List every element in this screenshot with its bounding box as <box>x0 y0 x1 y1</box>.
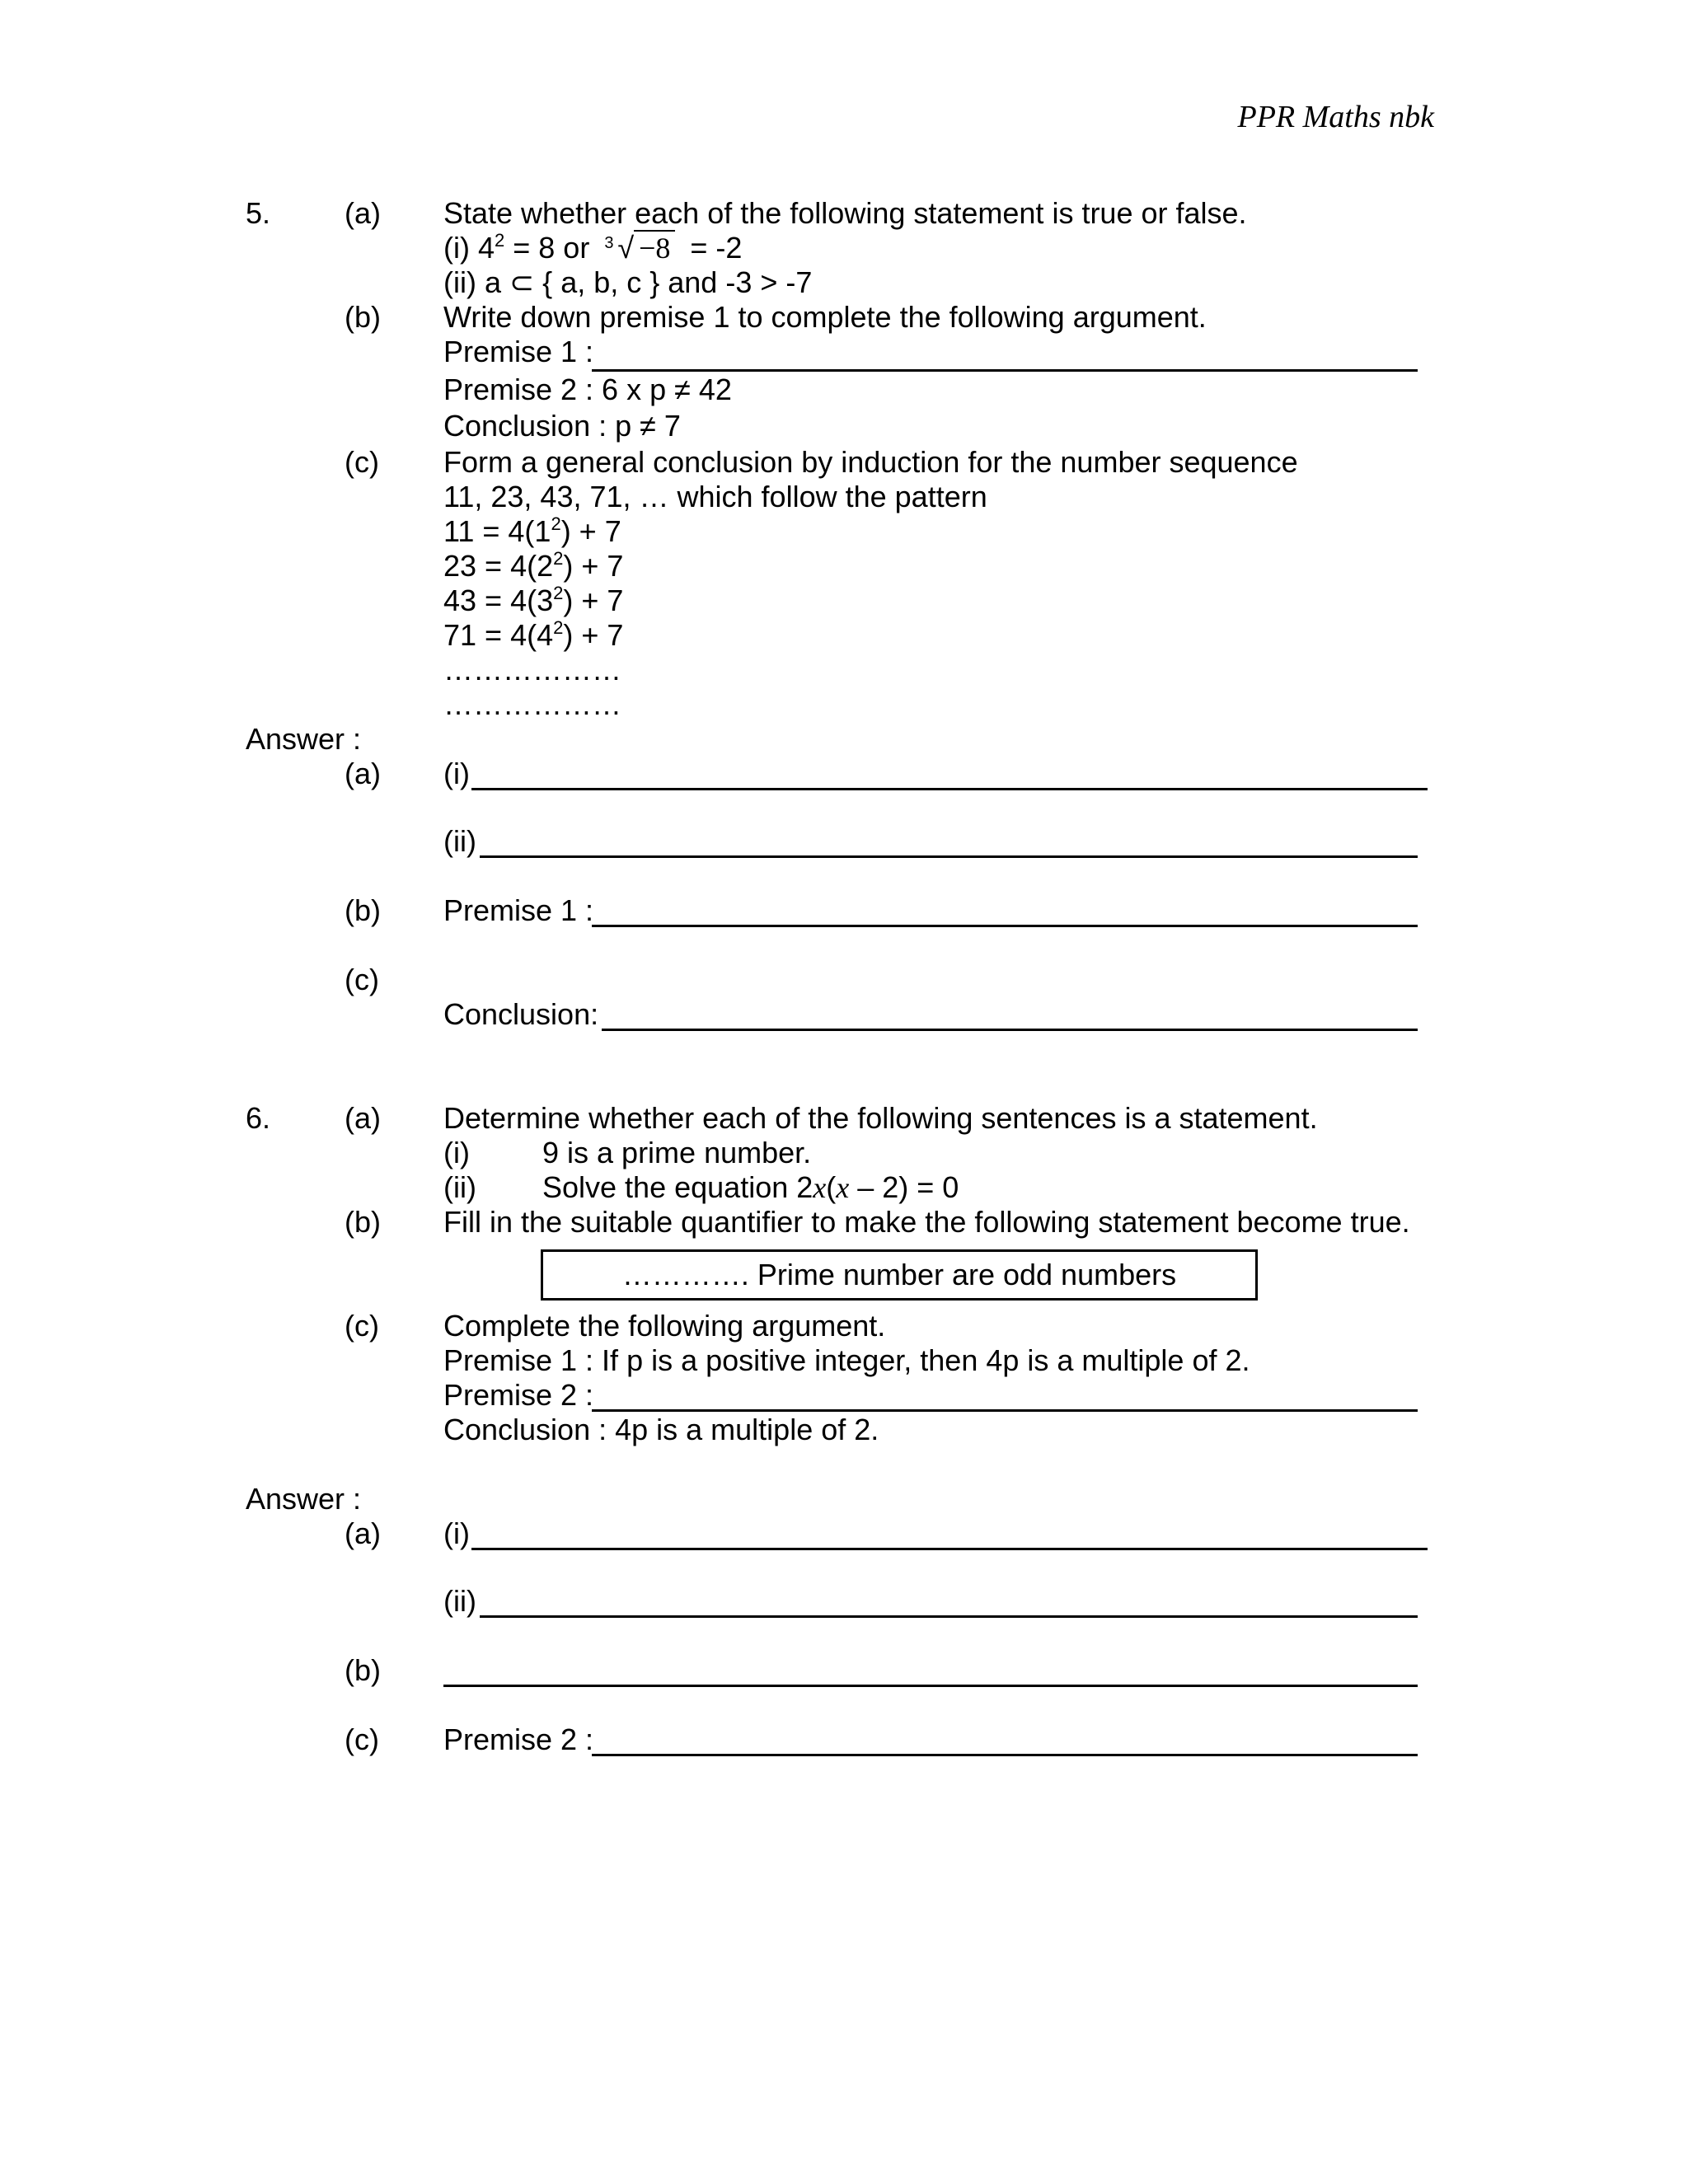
answer-ii-label: (ii) <box>443 824 476 858</box>
answer-premise-1-blank[interactable] <box>592 925 1418 927</box>
sentence-i: 9 is a prime number. <box>542 1136 812 1169</box>
pattern-line: $23 = 4(2^2) + 7$ <box>443 548 624 583</box>
pattern-line: $11 = 4(1^2) + 7$ <box>443 513 621 548</box>
premise-2: Premise 2 : 6 x p ≠ 42 <box>443 373 732 406</box>
part-label: (a) <box>345 1101 381 1135</box>
answer-premise-2-blank[interactable] <box>592 1754 1418 1756</box>
question-number: 5. <box>246 196 271 230</box>
page-header: PPR Maths nbk <box>1237 100 1434 134</box>
part-label: (c) <box>345 1722 379 1756</box>
part-label: (c) <box>345 963 379 996</box>
item-label: (ii) <box>443 1170 476 1204</box>
answer-heading: Answer : <box>246 1482 362 1516</box>
statement-i: (i) $4^2 = 8$ or 3 √ −8 = -2 <box>443 230 743 265</box>
answer-conclusion-label: Conclusion: <box>443 997 599 1031</box>
question-prompt: Form a general conclusion by induction for the number sequence <box>443 445 1298 479</box>
answer-i-blank[interactable] <box>471 1548 1428 1550</box>
premise-1-blank[interactable] <box>592 369 1418 372</box>
answer-i-blank[interactable] <box>471 788 1428 790</box>
pattern-line: $43 = 4(3^2) + 7$ <box>443 583 624 617</box>
conclusion: Conclusion : p ≠ 7 <box>443 409 681 443</box>
item-label: (i) <box>443 1136 470 1169</box>
question-prompt: Write down premise 1 to complete the following argument. <box>443 300 1207 334</box>
question-number: 6. <box>246 1101 271 1135</box>
cube-root-expression: 3 √ −8 <box>604 231 675 265</box>
quantifier-box <box>541 1249 1258 1301</box>
premise-2-label: Premise 2 : <box>443 1378 594 1412</box>
question-prompt: 11, 23, 43, 71, … which follow the pattern <box>443 480 987 513</box>
part-label: (a) <box>345 196 381 230</box>
sentence-ii: Solve the equation 2x(x – 2) = 0 <box>542 1170 959 1204</box>
answer-heading: Answer : <box>246 722 362 756</box>
statement-ii: (ii) a ⊂ { a, b, c } and -3 > -7 <box>443 265 813 299</box>
quantifier-box-text: …………. Prime number are odd numbers <box>621 1258 1177 1291</box>
answer-ii-blank[interactable] <box>480 855 1418 858</box>
premise-1: Premise 1 : If p is a positive integer, then 4p is a multiple of 2. <box>443 1343 1250 1377</box>
pattern-line: $71 = 4(4^2) + 7$ <box>443 617 624 652</box>
part-label: (a) <box>345 757 381 790</box>
premise-1-label: Premise 1 : <box>443 335 594 368</box>
question-prompt: Fill in the suitable quantifier to make the following statement become true. <box>443 1205 1410 1239</box>
part-label: (b) <box>345 1653 381 1687</box>
question-prompt: Complete the following argument. <box>443 1309 886 1343</box>
answer-conclusion-blank[interactable] <box>602 1029 1418 1031</box>
part-label: (c) <box>345 445 379 479</box>
answer-ii-blank[interactable] <box>480 1615 1418 1618</box>
answer-premise-1-label: Premise 1 : <box>443 893 594 927</box>
answer-b-blank[interactable] <box>443 1685 1418 1687</box>
answer-i-label: (i) <box>443 757 470 790</box>
conclusion: Conclusion : 4p is a multiple of 2. <box>443 1413 879 1446</box>
answer-ii-label: (ii) <box>443 1584 476 1618</box>
answer-i-label: (i) <box>443 1516 470 1550</box>
part-label: (b) <box>345 1205 381 1239</box>
part-label: (b) <box>345 300 381 334</box>
pattern-dots: ……………… <box>443 687 621 721</box>
answer-premise-2-label: Premise 2 : <box>443 1722 594 1756</box>
part-label: (b) <box>345 893 381 927</box>
premise-2-blank[interactable] <box>592 1409 1418 1412</box>
part-label: (c) <box>345 1309 379 1343</box>
question-prompt: State whether each of the following statement is true or false. <box>443 196 1247 230</box>
question-prompt: Determine whether each of the following sentences is a statement. <box>443 1101 1318 1135</box>
part-label: (a) <box>345 1516 381 1550</box>
pattern-dots: ……………… <box>443 653 621 687</box>
